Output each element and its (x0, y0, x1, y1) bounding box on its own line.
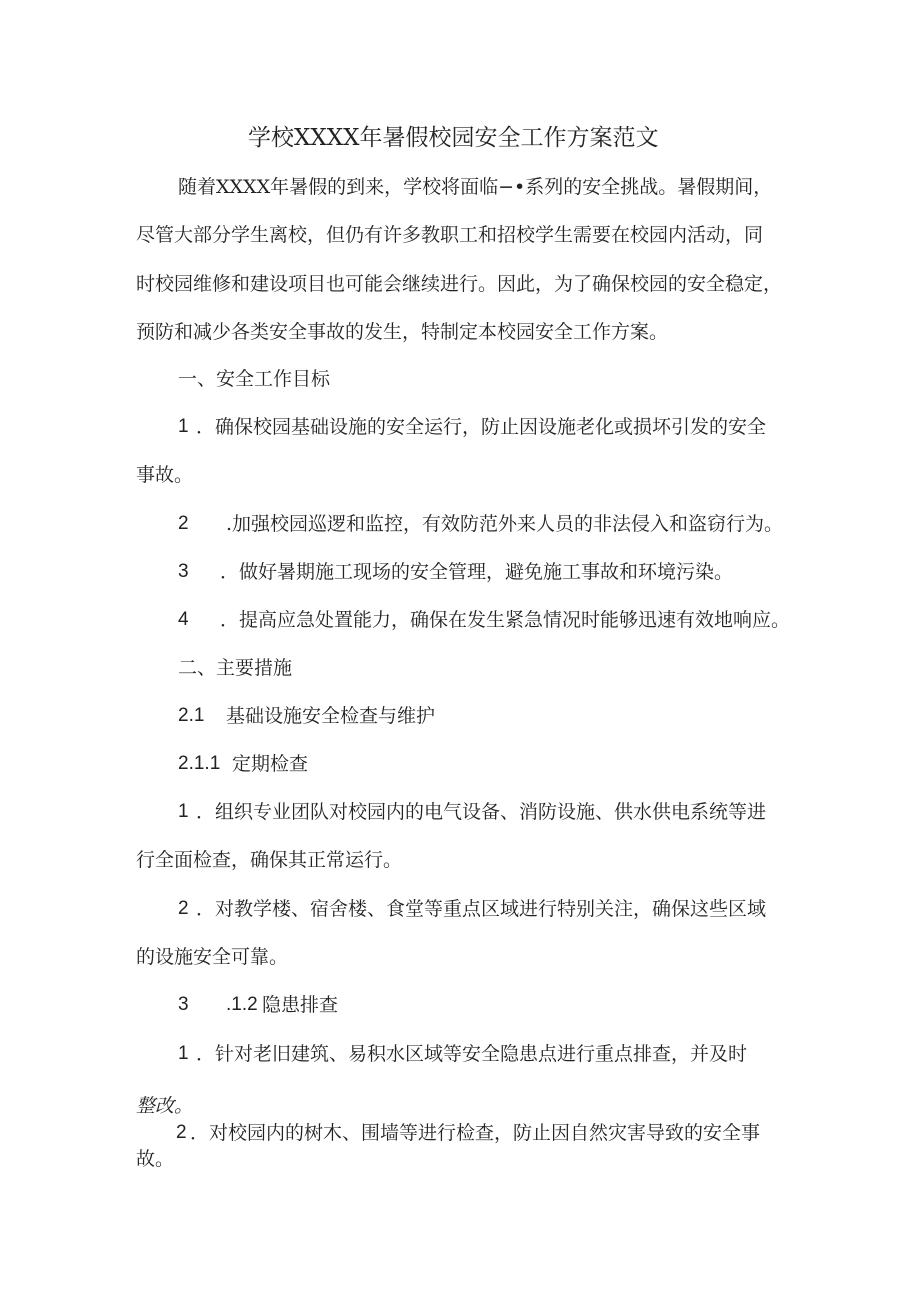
intro-line-1: 随着XXXX年暑假的到来，学校将面临−•系列的安全挑战。暑假期间， (178, 176, 773, 198)
section2-heading: 二、主要措施 (178, 657, 293, 679)
goal-2-number: 2 (178, 513, 189, 534)
hazard-1-number: 1 (178, 1043, 189, 1064)
goal-4-line-1: ．提高应急处置能力，确保在发生紧急情况时能够迅速有效地响应。 (220, 609, 791, 631)
goal-4-number: 4 (178, 609, 189, 630)
subsection-2-1-2-number: 3 (178, 994, 189, 1015)
check-2-line-1: ．对教学楼、宿舍楼、食堂等重点区域进行特别关注，确保这些区域 (196, 898, 767, 920)
hazard-1-line-1: ．针对老旧建筑、易积水区域等安全隐患点进行重点排查，并及时 (196, 1043, 748, 1065)
goal-1-number: 1 (178, 416, 189, 437)
hazard-2-number: 2 (176, 1122, 187, 1143)
goal-3-line-1: ．做好暑期施工现场的安全管理，避免施工事故和环境污染。 (220, 561, 734, 583)
check-1-line-1: ．组织专业团队对校园内的电气设备、消防设施、供水供电系统等进 (196, 801, 767, 823)
check-2-number: 2 (178, 898, 189, 919)
hazard-1-line-2: 整改。 (136, 1095, 194, 1117)
hazard-2-line-1: ．对校园内的树木、围墙等进行检查，防止因自然灾害导致的安全事 (190, 1122, 761, 1144)
document-title: 学校XXXX年暑假校园安全工作方案范文 (248, 125, 659, 151)
intro-line-2: 尽管大部分学生离校，但仍有许多教职工和招校学生需要在校园内活动，同 (136, 224, 764, 246)
subsection-2-1-2-number-suffix: .1.2 (226, 994, 258, 1015)
subsection-2-1-title: 基础设施安全检查与维护 (226, 705, 436, 727)
check-1-line-2: 行全面检查，确保其正常运行。 (136, 849, 403, 871)
goal-3-number: 3 (178, 561, 189, 582)
section1-heading: 一、安全工作目标 (178, 368, 331, 390)
subsection-2-1-number: 2.1 (178, 705, 205, 726)
subsection-2-1-2-title: 隐患排查 (262, 994, 339, 1016)
subsection-2-1-1-title: 定期检查 (232, 753, 309, 775)
hazard-2-line-2: 故。 (136, 1148, 175, 1170)
intro-line-3: 时校园维修和建设项目也可能会继续进行。因此，为了确保校园的安全稳定， (136, 273, 783, 295)
goal-1-line-1: ．确保校园基础设施的安全运行，防止因设施老化或损坏引发的安全 (196, 416, 767, 438)
check-1-number: 1 (178, 801, 189, 822)
subsection-2-1-1-number: 2.1.1 (178, 753, 221, 774)
intro-line-4: 预防和减少各类安全事故的发生，特制定本校园安全工作方案。 (136, 321, 669, 343)
check-2-line-2: 的设施安全可靠。 (136, 946, 289, 968)
goal-2-line-1: .加强校园巡逻和监控，有效防范外来人员的非法侵入和盗窃行为。 (226, 513, 784, 535)
goal-1-line-2: 事故。 (136, 464, 194, 486)
